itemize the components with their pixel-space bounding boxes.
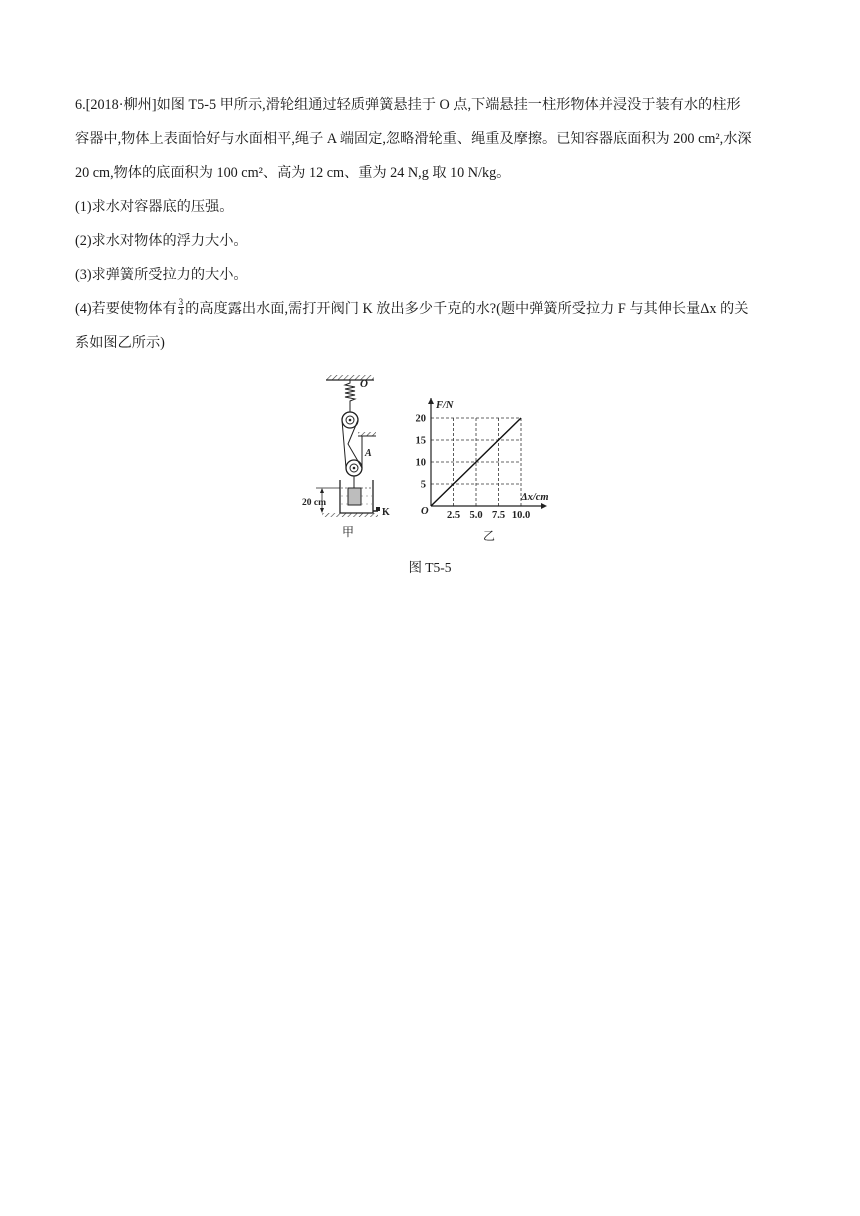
question-2: (2)求水对物体的浮力大小。	[75, 233, 248, 249]
question-1: (1)求水对容器底的压强。	[75, 199, 234, 215]
question-4-line-2: 系如图乙所示)	[75, 335, 165, 351]
y-tick-label: 15	[415, 435, 426, 447]
label-o: O	[360, 378, 368, 390]
problem-line-3: 20 cm,物体的底面积为 100 cm²、高为 12 cm、重为 24 N,g 取 10 N/kg。	[75, 165, 511, 181]
y-axis-label: F/N	[436, 400, 454, 411]
problem-text	[75, 88, 793, 360]
question-4-end: 的高度露出水面,需打开阀门 K 放出多少千克的水?(题中弹簧所受拉力 F 与其伸长量Δx 的关	[185, 301, 749, 317]
problem-line-1: 6.[2018·柳州]如图 T5-5 甲所示,滑轮组通过轻质弹簧悬挂于 O 点,下端悬挂一柱形物体并浸没于装有水的柱形	[75, 97, 741, 113]
label-depth: 20 cm	[302, 498, 327, 508]
caption-yi: 乙	[482, 529, 496, 543]
fraction	[178, 298, 185, 317]
question-4	[75, 292, 793, 326]
question-3: (3)求弹簧所受拉力的大小。	[75, 267, 248, 283]
depth-arrow-down	[320, 508, 324, 513]
figure-t5-5	[300, 372, 570, 547]
fraction-denominator: 4	[178, 307, 184, 318]
y-tick-label: 5	[420, 479, 426, 491]
origin-label: O	[421, 506, 429, 517]
x-tick-label: 5.0	[469, 510, 483, 521]
pulley-diagram	[302, 375, 390, 539]
question-4-start: (4)若要使物体有	[75, 301, 177, 317]
cylinder-object	[348, 488, 361, 505]
lower-pulley-axle	[353, 467, 356, 470]
ground-hatch	[322, 513, 378, 517]
valve-icon	[376, 507, 380, 511]
upper-pulley-axle	[349, 419, 352, 422]
x-tick-label: 2.5	[446, 510, 461, 521]
figure-caption: 图 T5-5	[408, 560, 452, 575]
caption-jia: 甲	[342, 525, 355, 539]
x-axis-label: Δx/cm	[521, 492, 549, 503]
spring-force-chart	[416, 398, 549, 543]
support-a-hatch	[358, 432, 376, 436]
label-a: A	[365, 448, 372, 459]
x-tick-label: 10.0	[511, 510, 531, 521]
fraction-numerator: 3	[178, 297, 184, 308]
y-tick-label: 20	[415, 413, 426, 425]
x-tick-label: 7.5	[491, 510, 506, 521]
x-axis-arrow	[541, 503, 547, 509]
label-k: K	[382, 507, 390, 518]
spring	[345, 380, 355, 405]
depth-arrow-up	[320, 488, 324, 493]
y-axis-arrow	[428, 398, 434, 404]
problem-line-2: 容器中,物体上表面恰好与水面相平,绳子 A 端固定,忽略滑轮重、绳重及摩擦。已知容器底面积为 200 cm²,水深	[75, 131, 752, 147]
y-tick-label: 10	[415, 457, 426, 469]
